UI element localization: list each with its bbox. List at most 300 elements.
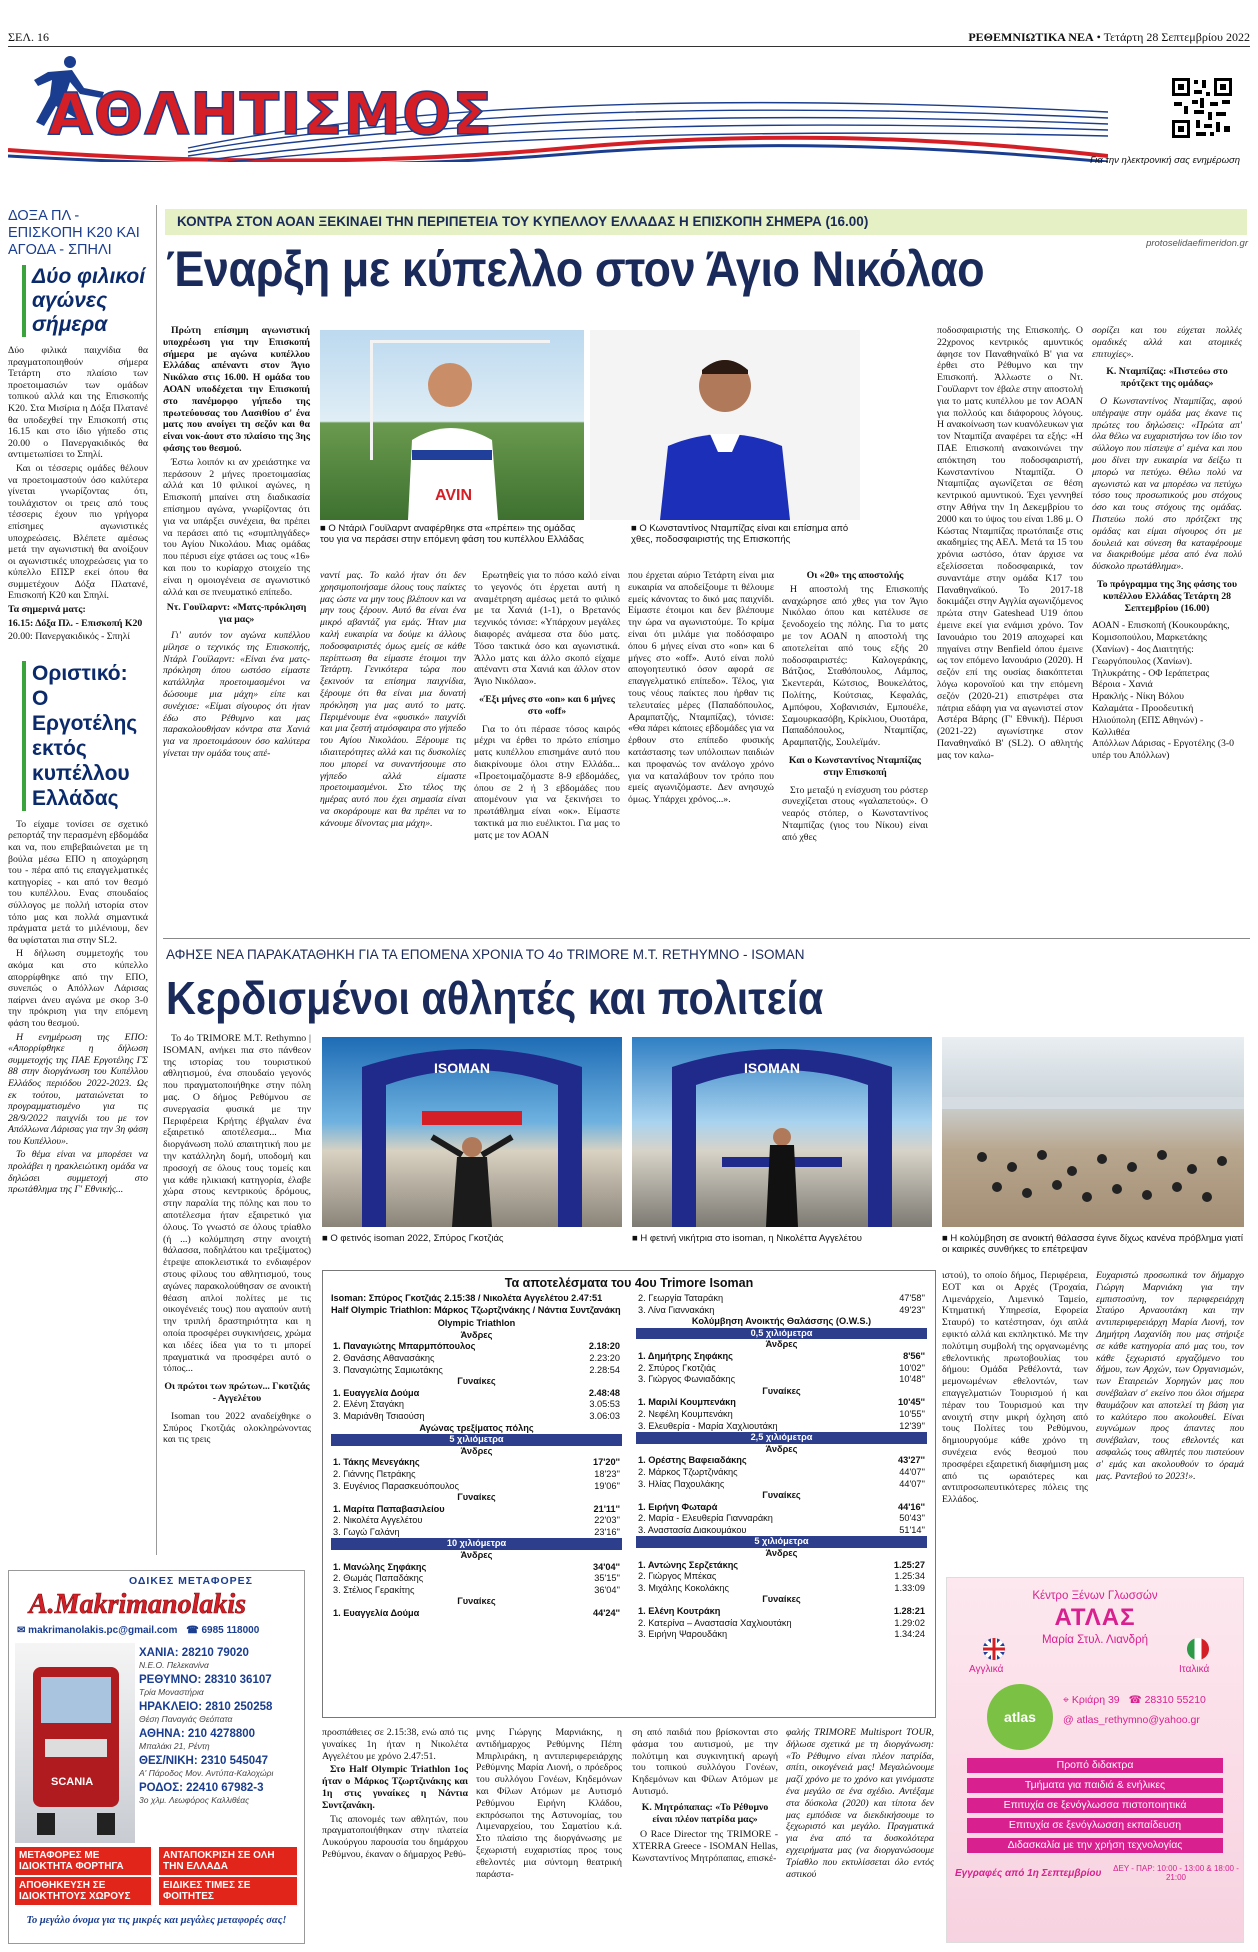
swim-start-photo xyxy=(942,1037,1244,1227)
results-row xyxy=(636,1316,927,1328)
atlas-logo xyxy=(987,1684,1053,1750)
results-time: 1.29:02 xyxy=(894,1617,925,1628)
tri-col6-body: Ευχαριστώ προσωπικά τον δήμαρχο Γιώργη Μαρνιάκη για την εμπιστοσύνη, τον περιφερειάρχη Σταύρο Αρναουτάκη και την αντιπεριφερειάρχη Μαρία Λιονή, τον Δημήτρη Λαχανίδη που μας στήριξε σε κάθε κατηγορία από μας του, τον κάθε ξεχωριστό εργαζόμενο του δήμου, των Αρχών, των Οργανισμών, των Εταιρειών Χορηγών μας που συνέβαλαν σ' εκείνο που όλοι σήμερα θαυμάζουν και αποτελεί τη βάση για το καλύτερο που ακολουθεί. Είναι ευγνώμων προς άπαντες που συνέβαλαν, τους εθελοντές και ασφαλώς τους αθλητές που πιστεύουν σ' εμάς και ακολουθούν το όραμά μας. Ραντεβού το 2023!». xyxy=(1096,1270,1244,1482)
sidebar-title: Δύο φιλικοί αγώνες σήμερα xyxy=(22,265,148,337)
isoman-caption-1-text: Ο φετινός isoman 2022, Σπύρος Γκοτζιάς xyxy=(330,1233,504,1244)
sidebar-schedule-1: 16.15: Δόξα Πλ. - Επισκοπή Κ20 xyxy=(8,617,143,629)
results-time: 49'23'' xyxy=(899,1304,925,1315)
results-row xyxy=(331,1341,622,1353)
results-row xyxy=(331,1330,622,1342)
results-time: 2.23:20 xyxy=(589,1352,620,1363)
results-category: Olympic Triathlon xyxy=(437,1318,516,1329)
tri-col-5 xyxy=(942,1270,1088,1508)
top-sub-3: Οι «20» της αποστολής xyxy=(806,570,904,581)
results-athlete: 3. Ηλίας Παχουλάκης xyxy=(638,1478,725,1489)
results-row xyxy=(636,1502,927,1514)
results-row xyxy=(636,1397,927,1409)
results-category: Άνδρες xyxy=(460,1329,493,1340)
truck-image xyxy=(15,1643,135,1843)
isoman-caption-3 xyxy=(942,1233,1244,1255)
top-col-6 xyxy=(937,325,1083,763)
svg-text:ISOMAN: ISOMAN xyxy=(744,1060,800,1076)
top-col7-body: σορίζει και του εύχεται πολλές ομαδικές αλλά και ατομικές επιτυχίες». xyxy=(1092,325,1242,360)
left-sidebar xyxy=(8,208,148,1198)
sidebar-body-3: Το είχαμε τονίσει σε σχετικό ρεπορτάζ την περασμένη εβδομάδα και να, που επιβεβαιώνεται με τη βούλα μέσω ΕΠΟ η αποχώρηση του - πέρα από τις επαγγελματικές κατηγορίες - και από τον θεσμό του κυπέλλου. Ενας σπουδαίος σύλλογος με πολλή ιστορία στον τόπο μας και πολλά σημαντικά πράγματα μετά το μιλένιουμ, δεν θα υφίσταται πια στην SL2. xyxy=(8,818,148,946)
top-col3-body: Ερωτηθείς για το πόσο καλό είναι το γεγονός ότι έρχεται αυτή η αναμέτρηση αμέσως μετά το φιλικό με τα Χανιά (1-1), ο Βρετανός τεχνικός τόνισε: «Υπάρχουν μεγάλες διαφορές ανάμεσα στα δύο ματς. Τόσο τακτικά όσο και αγωνιστικά. Άλλο ματς και άλλο σκοπό είχαμε απέναντι στα Χανιά και άλλον στον Άγιο Νικόλαο». xyxy=(474,570,620,688)
results-row xyxy=(331,1538,622,1550)
tri-sub-1: Οι πρώτοι των πρώτων... Γκοτζιάς - Αγγελέτου xyxy=(164,1381,310,1404)
isoman-caption-2-text: Η φετινή νικήτρια στο isoman, η Νικολέττα Αγγελέτου xyxy=(640,1233,862,1244)
results-row xyxy=(331,1492,622,1504)
ad2-address xyxy=(1063,1694,1206,1707)
results-time: 44'16'' xyxy=(898,1501,925,1512)
results-row xyxy=(636,1479,927,1491)
ad1-city-phone: ΡΟΔΟΣ: 22410 67982-3 xyxy=(139,1782,264,1794)
results-athlete: 3. Μαριάνθη Τσιαούση xyxy=(333,1410,425,1421)
results-time: 10'45'' xyxy=(898,1397,925,1408)
results-table-left xyxy=(331,1318,622,1619)
uk-flag-icon xyxy=(983,1638,1005,1660)
results-time: 35'15'' xyxy=(594,1573,620,1584)
results-time: 18'23'' xyxy=(594,1468,620,1479)
results-category: Γυναίκες xyxy=(457,1596,496,1607)
tri-col5-body: ιστού), το οποίο δήμος, Περιφέρεια, ΕΟΤ και οι Αρχές (Τροχαία, Λιμενάρχείο, Λιμενικό Ταμείο, Κτηματική Υπηρεσία, Εφορεία Σταυρό) το κατέστησαν, όχι απλά εφικτό αλλά και εκπληκτικό. Με την πολύτιμη συμβολή της οργανωμένης εθελοντικής πρωτοβουλίας του δήμου: Ομάδα Ρεθέλοντά, των μεμονωμένων εθελοντών, των επαγγελματιών Τουρισμού ή και πέραν του Τουρισμού και την ανοιχτή στην μικρή όχληση από τους Πολίτες του Ρεθύμνου, δημιουργούμε κάθε χρόνο τη συνέχεια ενός θεσμού που προσφέρει εξαιρετική διαφήμιση μας από τις ωραιότερες και αντιπροσωπευτικότερες πόλεις της Ελλάδος. xyxy=(942,1270,1089,1506)
results-time: 10'48'' xyxy=(899,1374,925,1385)
results-time: 47'58'' xyxy=(899,1293,925,1303)
top-col6-body: ποδοσφαιριστής της Επισκοπής. Ο 22χρονος κεντρικός αμυντικός άφησε τον Παναθηναϊκό Β' για να έρθει στο Ρέθυμνο και την Επισκοπή. Άλλωστε ο Ντ. Γουϊλαρντ τον έβαλε στην αποστολή για το ματς κυπέλλου με τον ΑΟΑΝ για πολλούς και διάφορους λόγους. Η ανακοίνωση των κυανόλευκων για τον Νταμπίζα αναφέρει τα εξής: «Η ΠΑΕ Επισκοπή ανακοινώνει την απόκτηση του ποδοσφαιριστή, Κωνσταντίνου Νταμπίζα. Ο Νταμπίζας αγωνίζεται σε θέση κεντρικού αμυντικού. Έχει γεννηθεί στην Αθήνα την 1η Δεκεμβρίου το 2000 και το ύψος του είναι 1.86 μ. Ο Κώστας Νταμπίζας πρωτόπαιξε στις ακαδημίες της ΑΕΛ. Μετά τα 15 του χρόνια ωστόσο, όταν άρχισε να εξελίσσεται ποδοσφαιρικά, τον συναντάμε στην ομάδα Κ17 του Παναθηναϊκού. Το 2017-18 δοκιμάζει στην Αγγλία αγωνιζόμενος πρώτα στην Gateshead U19 όπου έμεινε εκεί για ενάμισι χρόνο. Τον Ιανουάριο του 2019 αποχωρεί και πηγαίνει στην Benfield όπου έμεινε ως τον επόμενο Ιανουάριο (2020). Η σεζόν επί της ουσίας διακόπτεται λόγω κορονοϊού και την επόμενη σεζόν (2020-21) επιστρέφει στα πάτρια εδάφη για να αγωνιστεί στον Αστέρα Βάρης (Γ' Εθνική). Πέρυσι (2021-22) αγωνίστηκε στον Παναθηναϊκό Β' (SL2). Ο αθλητής μας τον καλω- xyxy=(937,325,1083,761)
top-col-5 xyxy=(782,570,928,846)
results-athlete: 2. Γεωργία Ταταράκη xyxy=(638,1293,724,1303)
ad1-phone: 6985 118000 xyxy=(201,1625,260,1636)
results-distance: 5 χιλιόμετρα xyxy=(331,1434,622,1446)
ad1-service-1: ΜΕΤΑΦΟΡΕΣ ΜΕ ΙΔΙΟΚΤΗΤΑ ΦΟΡΤΗΓΑ xyxy=(15,1847,151,1875)
results-row xyxy=(636,1513,927,1525)
sidebar-schedule-2: 20.00: Πανεργακιδικός - Σπηλί xyxy=(8,631,130,643)
ad2-en: Αγγλικά xyxy=(969,1664,1004,1675)
results-row xyxy=(331,1562,622,1574)
results-athlete: 2. Μαρία - Ελευθερία Γιανναράκη xyxy=(638,1513,773,1524)
results-title: Τα αποτελέσματα του 4ου Trimore Isoman xyxy=(504,1276,754,1290)
results-row xyxy=(636,1455,927,1467)
top-kicker xyxy=(165,209,1247,235)
ad1-service-3: ΑΠΟΘΗΚΕΥΣΗ ΣΕ ΙΔΙΟΚΤΗΤΟΥΣ ΧΩΡΟΥΣ xyxy=(15,1877,151,1905)
results-row xyxy=(636,1351,927,1363)
ad1-city xyxy=(139,1647,301,1670)
section-rule xyxy=(163,938,1250,939)
results-row xyxy=(331,1481,622,1493)
results-time: 2.28:54 xyxy=(589,1364,620,1375)
results-athlete: 2. Θωμάς Παπαδάκης xyxy=(333,1573,424,1584)
issue-date: • Τετάρτη 28 Σεπτεμβρίου 2022 xyxy=(1093,30,1250,44)
program-item: Ηλιούπολη (ΕΠΣ Αθηνών) - Καλλιθέα xyxy=(1092,714,1204,738)
ad-atlas[interactable] xyxy=(946,1577,1244,1943)
results-row xyxy=(331,1504,622,1516)
ad1-city xyxy=(139,1674,301,1697)
results-row xyxy=(331,1457,622,1469)
caption-bullet-icon: ■ xyxy=(322,1233,331,1244)
top-col-4 xyxy=(628,570,774,808)
ad1-top: ΟΔΙΚΕΣ ΜΕΤΑΦΟΡΕΣ xyxy=(129,1575,253,1587)
results-row xyxy=(636,1548,927,1560)
ad2-line1: Κέντρο Ξένων Γλωσσών xyxy=(1032,1590,1158,1602)
tri-b3-body: ση από παιδιά που βρίσκονται στο φάσμα του αυτισμού, με την πολύτιμη και συγκινητική αρωγή του τοπικού συλλόγου Γονέων, Κηδεμόνων και Φίλων Ατόμων με Αυτισμό. xyxy=(632,1727,778,1797)
ad1-city-phone: ΑΘΗΝΑ: 210 4278800 xyxy=(139,1728,256,1740)
results-athlete: 3. Αναστασία Διακουμάκου xyxy=(638,1524,747,1535)
header-rule xyxy=(8,46,1250,47)
top-col4-body: που έρχεται αύριο Τετάρτη είναι μια ευκαιρία να αποδείξουμε τι θέλουμε εμείς κάνοντας το δικό μας παιχνίδι. Είμαστε έτοιμοι και δεν βλέπουμε την ώρα να αγωνιστούμε. Το κρίμα είναι ότι μιλάμε για ποδόσφαιρο όπου 6 μήνες είναι στο «on» και 6 μήνες στο «off». Αυτό είναι πολύ απογοητευτικό όσον αφορά σε επαγγελματικό επίπεδο». Τέλος, για τους νέους παίκτες που ήρθαν τις τελευταίες μέρες (Παπαδόπουλος, Αραμπατζής, Νταμπίζας), τόνισε: «Θα πάρει κάποιες εβδομάδες για να έρθουν στο επίπεδο φυσικής κατάστασης των υπόλοιπων παιδιών και προφανώς τον ανάλογο χρόνο για να καταλάβουν τον τρόπο που εμείς αγωνιζόμαστε. Δεν ανησυχώ όμως. Υπάρχει χρόνος...». xyxy=(628,570,774,806)
ad1-city-phone: ΗΡΑΚΛΕΙΟ: 2810 250258 xyxy=(139,1701,273,1713)
results-athlete: 2. Μάρκος Τζωρτζινάκης xyxy=(638,1466,738,1477)
section-title: ΑΘΛΗΤΙΣΜΟΣ xyxy=(48,80,494,148)
results-athlete: 1. Ειρήνη Φωταρά xyxy=(638,1501,718,1512)
program-item: Βέροια - Χανιά xyxy=(1092,679,1153,691)
results-row xyxy=(331,1515,622,1527)
sidebar-body: Δύο φιλικά παιχνίδια θα πραγματοποιηθούν σήμερα Τετάρτη στο πλαίσιο των προετοιμασιών των ομάδων τοπικού αλλά και της Επισκοπής Κ20. Στα Μισίρια η Δόξα Πλατανέ θα υποδεχθεί την Επισκοπή στις 16.15 και στο ίδιο γήπεδο στις 20.00 ο Πανεργακιδικός θα αντιμετωπίσει το Σπηλί. xyxy=(8,345,148,461)
results-row xyxy=(331,1399,622,1411)
results-row xyxy=(331,1527,622,1539)
qr-caption: Για την ηλεκτρονική σας ενημέρωση xyxy=(1090,155,1240,166)
top-col-2 xyxy=(320,570,466,832)
results-time: 36'04'' xyxy=(594,1584,620,1595)
sidebar-schedule-label: Τα σημερινά ματς: xyxy=(8,604,86,616)
page-number: ΣΕΛ. 16 xyxy=(8,30,50,44)
top-kicker-text: ΚΟΝΤΡΑ ΣΤΟΝ ΑΟΑΝ ΞΕΚΙΝΑΕΙ ΤΗΝ ΠΕΡΙΠΕΤΕΙΑ ΤΟΥ ΚΥΠΕΛΛΟΥ ΕΛΛΑΔΑΣ Η ΕΠΙΣΚΟΠΗ ΣΗΜΕΡΑ (16.00) xyxy=(177,214,869,229)
ad1-city-address: Θέση Παναγιάς Θεόπατα xyxy=(139,1714,233,1724)
results-box xyxy=(322,1270,936,1718)
ad1-city-address: Μπαλάκι 21, Ρέντη xyxy=(139,1741,210,1751)
results-row xyxy=(331,1376,622,1388)
tri-col-b3 xyxy=(632,1727,778,1867)
qr-code[interactable] xyxy=(1170,76,1234,140)
results-time: 1.28:21 xyxy=(893,1606,925,1617)
results-athlete: 1. Αντώνης Σερζετάκης xyxy=(638,1559,739,1570)
program-item: Καλαμάτα - Προοδευτική xyxy=(1092,702,1194,714)
results-athlete: 3. Λίνα Γιαννακάκη xyxy=(638,1304,715,1315)
isoman-caption-2 xyxy=(632,1233,932,1244)
top-col5-body: Η αποστολή της Επισκοπής αναχώρησε από χθες για τον Άγιο Νικόλαο όπου και κατέλυσε σε ξενοδοχείο της πόλης. Για το ματς με τον ΑΟΑΝ η αποστολή της αποτελείται από τους εξής 20 ποδοσφαιριστές: Καλογεράκης, Βάτζιος, Σταθόπουλος, Λάμπος, Σκεντεράι, Κώτσιος, Βουκελάτος, Πολίτης, Κούτσιας, Κεφαλάς, Αμπόφου, Χοβανισιάν, Εμπουέλε, Σαμουρκασόβη, Κρίκλιου, Ουοτάρα, Παπαδόπουλος, Νταμπίζας, Αραμπατζής, Σουλεϊμάν. xyxy=(782,583,928,749)
ad2-btn-4: Επιτυχία σε ξενόγλωσση εκπαίδευση xyxy=(967,1818,1223,1833)
results-category: Γυναίκες xyxy=(457,1376,496,1387)
results-row xyxy=(636,1594,927,1606)
results-row xyxy=(636,1328,927,1340)
source-credit: protoselidaefimeridon.gr xyxy=(1146,238,1248,249)
results-row xyxy=(331,1318,622,1330)
results-row xyxy=(636,1560,927,1572)
ad1-city xyxy=(139,1728,301,1751)
results-distance: 5 χιλιόμετρα xyxy=(636,1536,927,1548)
crowd-graphic xyxy=(942,1037,1244,1227)
tri-kicker: ΑΦΗΣΕ ΝΕΑ ΠΑΡΑΚΑΤΑΘΗΚΗ ΓΙΑ ΤΑ ΕΠΟΜΕΝΑ ΧΡΟΝΙΑ ΤΟ 4ο TRIMORE M.T. RETHYMNO - ISOMAN xyxy=(166,947,805,962)
at-icon: @ xyxy=(1063,1714,1077,1726)
tri-b2-body: μνης Γιώργης Μαρνιάκης, η αντιδήμαρχος Ρεθύμνης Πέπη Μπιρλιράκη, η αντιπεριφερειάρχης Ρεθύμνης Μαρία Λιονή, ο πρόεδρος του συλλόγου Γονέων, Κηδεμόνων και Φίλων Ατόμων με Αυτισμό Ρεθύμνου Ειρήνη Κλάδου, εκπρόσωποι της Αστυνομίας, του Λιμεναρχείου, του Σαματίου κ.ά. Στο πλαίσιο της διοργάνωσης με ξεχωριστή ευχαριστίας προς τους εθελοντές μια σύντομη θεατρική παράστα- xyxy=(476,1727,622,1880)
caption-bullet-icon: ■ xyxy=(632,1233,641,1244)
results-row xyxy=(331,1423,622,1435)
ad2-email: atlas_rethymno@yahoo.gr xyxy=(1076,1714,1200,1726)
isoman-caption-3-text: Η κολύμβηση σε ανοικτή θάλασσα έγινε δίχως κανένα πρόβλημα γιατί οι καιρικές συνθήκες το επέτρεψαν xyxy=(942,1233,1243,1255)
results-time: 51'14'' xyxy=(899,1524,925,1535)
tri-col1-body: Το 4ο TRIMORE M.T. Rethymno | ISOMAN, ανήκει πια στο πάνθεον της ιστορίας του τουριστικού αθλητισμού, ένα σπουδαίο γεγονός που πραγματοποιήθηκε στην πόλη μας. Ο δήμος Ρεθύμνου σε συνεργασία φυσικά με την Περιφέρεια Κρήτης έβγαλαν ένα εξαιρετικό αποτέλεσμα... Μια διοργάνωση πολύ απαιτητική που με την κατάλληλη δομή, υποδομή και προσοχή σε όλους τους τομείς και για κάθε ηλικιακή κατηγορία, έλαβε χώρα στους κεντρικούς δρόμους, στην παραλία της πόλης και που το αποτέλεσμα ήταν εξαιρετικό για όλους. Το γνωστό σε όλους τρίαθλο (ή ...) κολύμπηση στην ανοιχτή θάλασσα, ποδηλάτου και τρεξίματος) έτρεψε αποκλειστικά το ενδιαφέρον στους φίλους του αθλητισμού, τους αγώνες παρακολούθησαν σε ανοικτή θέαση απλοί πολίτες με τις οικογένειές τους) που αγαπούν αυτή την τριπλή δραστηριότητα και η οποία προσφέρει συγκινήσεις, χρώμα και ιδέες ίδεα για το τι μπορεί πραγματικά να προσφέρει αυτό ο τόπος... xyxy=(163,1033,311,1375)
results-row xyxy=(636,1536,927,1548)
top-col2-body: ναντί μας. Το καλό ήταν ότι δεν χρησιμοποιήσαμε όλους τους παίκτες μας ώστε να μην τους βλέπουν και να μην τους ξέρουν. Αυτό θα είναι ένα μικρό αβαντάζ για εμάς. Ήταν μια καλή ευκαιρία να δούμε κι άλλους ποδοσφαιριστές όμως εμείς σε κάθε περίπτωση θα είμαστε έτοιμοι την Τετάρτη. Γενικότερα τώρα που ξεκινούν τα επίσημα παιχνίδια, ξέρουμε ότι θα είναι μια δυνατή πρόκληση για μας αυτό το ματς. Περιμένουμε ένα «φυσικό» παιχνίδι και μια ζεστή ατμόσφαιρα στο γήπεδο του Αγίου Νικολάου. Ξέρουμε τις ιδιαιτερότητες αλλά και τις δυσκολίες που μπορεί να συναντήσουμε στο γήπεδο αλλά είμαστε προετοιμασμένοι. Στο τέλος της ημέρας αυτό που έχει σημασία είναι να σκοράρουμε και θα πρέπει να το κάνουμε δίνοντας μια μάχη». xyxy=(320,570,466,829)
results-time: 12'39'' xyxy=(899,1420,925,1431)
ad1-contact xyxy=(17,1625,297,1636)
isoman-finish-photo xyxy=(322,1037,622,1227)
results-row xyxy=(636,1444,927,1456)
results-athlete: 3. Ειρήνη Ψαρουδάκη xyxy=(638,1629,728,1640)
top-col-1 xyxy=(163,325,310,762)
ad2-btn-5: Διδασκαλία με την χρήση τεχνολογίας xyxy=(967,1838,1223,1853)
results-intro-1: Isoman: Σπύρος Γκοτζιάς 2.15:38 / Νικολέτα Αγγελέτου 2.47:51 xyxy=(331,1293,603,1303)
email-icon: ✉ xyxy=(17,1625,29,1636)
results-athlete: 1. Ελένη Κουτράκη xyxy=(638,1606,721,1617)
sidebar-body-2: Και οι τέσσερις ομάδες θέλουν να προετοιμαστούν όσο καλύτερα γίνεται γνωρίζοντας ότι, τουλάχιστον οι τρεις από τους τέσσερις έχουν πιο γρήγορα επίσημες αγωνιστικές υποχρεώσεις. Βλέπετε αμέσως μετά την αγωνιστική θα ανοίξουν οι αγωνιστικές υποχρεώσεις για το κύπελλο ΕΠΣΡ εκεί όπου θα συμμετέχουν Δόξα Πλατανέ, Επισκοπή Κ20 και Σπηλί. xyxy=(8,462,148,602)
results-athlete: 3. Μιχάλης Κοκολάκης xyxy=(638,1582,729,1593)
ad2-it: Ιταλικά xyxy=(1179,1664,1210,1675)
tri-headline: Κερδισμένοι αθλητές και πολιτεία xyxy=(166,972,824,1024)
results-time: 23'16'' xyxy=(594,1526,620,1537)
svg-text:SCANIA: SCANIA xyxy=(51,1776,94,1788)
results-time: 2.18:20 xyxy=(588,1341,620,1352)
results-table-right xyxy=(636,1293,927,1641)
results-row xyxy=(331,1388,622,1400)
results-row xyxy=(636,1386,927,1398)
tri-col-6 xyxy=(1096,1270,1244,1484)
results-athlete: 1. Ευαγγελία Δούμα xyxy=(333,1608,420,1619)
results-time: 10'55'' xyxy=(899,1408,925,1419)
results-category: Γυναίκες xyxy=(457,1492,496,1503)
results-athlete: 3. Ευγένιος Παρασκευόπουλος xyxy=(333,1480,459,1491)
ad1-service-2: ΑΝΤΑΠΟΚΡΙΣΗ ΣΕ ΟΛΗ ΤΗΝ ΕΛΛΑΔΑ xyxy=(159,1847,297,1875)
results-distance: 10 χιλιόμετρα xyxy=(331,1538,622,1550)
ad2-hours: ΔΕΥ - ΠΑΡ: 10:00 - 13:00 & 18:00 - 21:00 xyxy=(1113,1864,1239,1882)
results-row xyxy=(636,1583,927,1595)
player-caption xyxy=(631,523,853,545)
results-row xyxy=(636,1363,927,1375)
ad1-service-4: ΕΙΔΙΚΕΣ ΤΙΜΕΣ ΣΕ ΦΟΙΤΗΤΕΣ xyxy=(159,1877,297,1905)
top-sub-1: Ντ. Γουϊλαρντ: «Ματς-πρόκληση για μας» xyxy=(166,602,307,626)
results-category: Άνδρες xyxy=(765,1548,798,1559)
coach-photo xyxy=(320,330,584,520)
results-distance: 2,5 χιλιόμετρα xyxy=(636,1432,927,1444)
program-item: ΑΟΑΝ - Επισκοπή (Κουκουράκης, Κομισοπούλου, Μαρκετάκης (Χανίων) - 4ος Διαιτητής: Γεωργόπουλος (Χανίων). xyxy=(1092,620,1230,667)
sidebar-body-6: Το θέμα είναι να μπορέσει να προλάβει η ηρακλειώτικη ομάδα να δηλώσει συμμετοχή στο πρωτάθλημα της Γ' Εθνικής... xyxy=(8,1149,148,1196)
player-caption-text: Ο Κωνσταντίνος Νταμπίζας είναι και επίσημα από χθες, ποδοσφαιριστής της Επισκοπής xyxy=(631,523,849,545)
ad1-city-address: Α' Πάροδος Μον. Αντύπα-Καλοχώρι xyxy=(139,1768,274,1778)
results-row xyxy=(331,1434,622,1446)
results-row xyxy=(636,1409,927,1421)
sidebar-body-4: Η δήλωση συμμετοχής του ακόμα και στο κύπελλο απορρίφθηκε από την ΕΠΟ, συνεπώς ο Απόλλων Λάρισας παίρνει άνευ αγώνα με σκορ 3-0 την πρόκριση για την επόμενη φάση του θεσμού. xyxy=(8,948,148,1029)
sidebar-title-2: Οριστικό: Ο Εργοτέλης εκτός κυπέλλου Ελλάδας xyxy=(22,661,148,811)
tri-col-b4 xyxy=(786,1727,934,1882)
caption-bullet-icon: ■ xyxy=(631,523,640,534)
results-athlete: 2. Θανάσης Αθανασάκης xyxy=(333,1352,435,1363)
ad2-addr: Κριάρη 39 xyxy=(1071,1694,1120,1706)
ad1-city-phone: ΧΑΝΙΑ: 28210 79020 xyxy=(139,1647,249,1659)
sidebar-kicker: ΔΟΞΑ ΠΛ - ΕΠΙΣΚΟΠΗ Κ20 ΚΑΙ ΑΓΟΔΑ - ΣΠΗΛΙ xyxy=(8,208,140,258)
results-time: 44'07'' xyxy=(899,1466,925,1477)
results-time: 21'11'' xyxy=(593,1503,620,1514)
player-figure xyxy=(590,330,860,520)
tri-b1-sub: Στο Half Olympic Triathlon 1ος ήταν ο Μάρκος Τζωρτζινάκης και 1η στις γυναίκες η Νάντια Συντζανάκη. xyxy=(322,1764,468,1811)
finish-arch-graphic xyxy=(322,1037,622,1227)
results-athlete: 2. Κατερίνα – Αναστασία Χαχλιουτάκη xyxy=(638,1617,792,1628)
tri-b4-body: φαλής TRIMORE Multisport TOUR, δήλωσε σχετικά με τη διοργάνωση: «Το Ρέθυμνο είναι πλέον πατρίδα, σπίτι, οικογένειά μας! Μεγαλώνουμε μαζί χρόνο με το χρόνο και γινόμαστε ένα μεγάλο σε ένα σχέδιο. Αντέξαμε στα δύσκολα (2020) και τίποτα δεν μας εμπόδισε να διεκδικήσουμε το ξεχωριστό και μεγάλο. Πραγματικά για ένα από τα δυσκολότερα εγχειρήματα μας (να διοργανώσουμε Τρίαθλο που εκτυλίσσεται όλο εντός αστικού xyxy=(786,1727,934,1880)
phone-icon: ☎ xyxy=(1128,1694,1145,1706)
program-list xyxy=(1092,620,1242,762)
tri-b1-body: προσπάθειες σε 2.15:38, ενώ από τις γυναίκες 1η ήταν η Νικολέτα Αγγελέτου με χρόνο 2.47:51. xyxy=(322,1727,468,1762)
ad1-city-address: Τρία Μοναστήρια xyxy=(139,1687,204,1697)
results-category: Άνδρες xyxy=(460,1550,493,1561)
tri-col-b2 xyxy=(476,1727,622,1882)
ad1-city xyxy=(139,1755,301,1778)
top-col-7 xyxy=(1092,325,1242,762)
ad2-reg: Εγγραφές από 1η Σεπτεμβρίου xyxy=(955,1868,1102,1879)
results-time: 44'07'' xyxy=(899,1478,925,1489)
results-athlete: 3. Γωγώ Γαλάνη xyxy=(333,1526,400,1537)
coach-figure xyxy=(320,330,584,520)
results-row xyxy=(331,1596,622,1608)
results-time: 3.05:53 xyxy=(589,1399,620,1410)
finish-arch-graphic-2 xyxy=(632,1037,932,1227)
results-row xyxy=(636,1293,927,1305)
results-time: 17'20'' xyxy=(593,1457,620,1468)
results-time: 2.48:48 xyxy=(588,1387,620,1398)
results-athlete: 1. Ορέστης Βαφειαδάκης xyxy=(638,1455,747,1466)
ad1-city-address: Ν.Ε.Ο. Πελεκανίνα xyxy=(139,1660,209,1670)
tri-col-b1 xyxy=(322,1727,468,1863)
top-lead: Πρώτη επίσημη αγωνιστική υποχρέωση για την Επισκοπή σήμερα με αγώνα κυπέλλου Ελλάδας απέναντι στον Άγιο Νικόλαο στις 16.00. Η ομάδα του ΑΟΑΝ υποδέχεται την Επισκοπή στο πανέμορφο γήπεδο της πρωτεύουσας του Λασιθίου σ' ένα ματς που ανοίγει τη σεζόν και θα είναι νοκ-άουτ στο πλαίσιο της 3ης φάσης του θεσμού. xyxy=(163,325,310,454)
program-item: Απόλλων Λάρισας - Εργοτέλης (3-0 υπέρ του Απόλλων) xyxy=(1092,738,1235,762)
tri-b1-body-c: Τις απονομές των αθλητών, που πραγματοποιήθηκαν στην πλατεία Λυκούργου παρουσία του δημάρχου Ρεθύμνου, έκαναν ο δήμαρχος Ρεθύ- xyxy=(322,1813,468,1860)
results-athlete: 3. Ελευθερία - Μαρία Χαχλιουτάκη xyxy=(638,1420,778,1431)
results-athlete: 1. Τάκης Μενεγάκης xyxy=(333,1457,420,1468)
tri-sub-3: Κ. Μητρόπαπας: «Το Ρέθυμνο είναι πλέον πατρίδα μας» xyxy=(641,1801,769,1825)
results-row xyxy=(331,1446,622,1458)
results-row xyxy=(636,1432,927,1444)
results-category: Κολύμβηση Ανοικτής Θαλάσσης (O.W.S.) xyxy=(691,1316,872,1327)
results-time: 50'43'' xyxy=(899,1513,925,1524)
coach-caption-text: Ο Ντάριλ Γουϊλαρντ αναφέρθηκε στα «πρέπει» της ομάδας του για να περάσει στην επόμενη φάση του κυπέλλου Ελλάδας xyxy=(320,523,584,545)
results-athlete: 1. Μαρίτα Παπαβασιλείου xyxy=(333,1503,445,1514)
ad1-cities xyxy=(139,1647,301,1809)
top-col1-body-b: Γι' αυτόν τον αγώνα κυπέλλου μίλησε ο τεχνικός της Επισκοπής, Ντάρλ Γουϊλαρντ: «Είναι ένα ματς-πρόκληση όπου ωστόσο είμαστε κατάλληλα προετοιμασμένοι να δώσουμε μια μάχη» είπε και συνέχισε: «Είμαι σίγουρος ότι ήταν έδω στο Ρέθυμνο και μας παρακολουθήσαν κόντρα στα Χανιά για να προετοιμάσουν όσο καλύτερα γίνεται την ομάδα τους απέ- xyxy=(163,629,310,759)
results-row xyxy=(331,1608,622,1620)
results-time: 22'03'' xyxy=(594,1515,620,1526)
top-col7-body-b: Ο Κωνσταντίνος Νταμπίζας, αφού υπέγραψε στην ομάδα μας έκανε τις πρώτες του δηλώσεις: «Πρώτα απ' όλα θέλω να ευχαριστήσω τον ίδιο τον σύλλογο που πίστεψε σ' εμένα και που μου δίνει την ευκαιρία να δείξω τι μπορώ να πετύχω. Θέλω πολύ να αγωνιστώ και να μπορέσω να πετύχω τόσο τους προσωπικούς μου στόχους όσο και τους στόχους της ομάδας. Πιστεύω πολύ στο πρότζεκτ της ομάδας και είμαι σίγουρος ότι με δουλειά και σύνεση θα καταφέρουμε να διακριθούμε μέσα από ένα πολύ δύσκολο πρωτάθλημα». xyxy=(1092,395,1242,573)
results-time: 1.25:34 xyxy=(894,1571,925,1582)
ad1-city xyxy=(139,1701,301,1724)
italy-flag-icon xyxy=(1187,1638,1209,1660)
results-time: 3.06:03 xyxy=(589,1410,620,1421)
results-category: Γυναίκες xyxy=(762,1490,801,1501)
ad1-email: makrimanolakis.pc@gmail.com xyxy=(28,1625,178,1636)
results-distance: 0,5 χιλιόμετρα xyxy=(636,1328,927,1340)
results-row xyxy=(636,1305,927,1317)
results-row xyxy=(636,1571,927,1583)
top-headline: Έναρξη με κύπελλο στον Άγιο Νικόλαο xyxy=(166,241,985,297)
results-athlete: 3. Παναγιώτης Σαμιωτάκης xyxy=(333,1364,443,1375)
results-time: 8'56'' xyxy=(903,1350,925,1361)
svg-text:AVIN: AVIN xyxy=(435,487,473,504)
results-category: Γυναίκες xyxy=(762,1385,801,1396)
ad-makrimanolakis[interactable] xyxy=(8,1570,305,1944)
results-athlete: 2. Νεφέλη Κουμπενάκη xyxy=(638,1408,733,1419)
ad2-email-line xyxy=(1063,1714,1200,1726)
player-photo xyxy=(590,330,860,520)
results-row xyxy=(636,1606,927,1618)
results-athlete: 2. Νικολέτα Αγγελέτου xyxy=(333,1515,423,1526)
ad2-name: ΑΤΛΑΣ xyxy=(1054,1604,1136,1631)
results-row xyxy=(331,1585,622,1597)
top-col-3 xyxy=(474,570,620,844)
results-athlete: 1. Παναγιώτης Μπαρμπόπουλος xyxy=(333,1341,476,1352)
truck-icon xyxy=(15,1643,135,1843)
results-row xyxy=(331,1365,622,1377)
top-sub-2: «Έξι μήνες στο «on» και 6 μήνες στο «off» xyxy=(479,693,615,717)
results-row xyxy=(636,1629,927,1641)
results-athlete: 1. Μανώλης Σηφάκης xyxy=(333,1561,427,1572)
ad1-city xyxy=(139,1782,301,1805)
phone-icon: ☎ xyxy=(186,1625,202,1636)
coach-caption xyxy=(320,523,585,545)
ad2-phone: 28310 55210 xyxy=(1144,1694,1206,1706)
results-row xyxy=(636,1618,927,1630)
results-row xyxy=(636,1525,927,1537)
ad1-city-phone: ΘΕΣ/ΝΙΚΗ: 2310 545047 xyxy=(139,1755,268,1767)
results-row xyxy=(331,1550,622,1562)
top-sub-4: Και ο Κωνσταντίνος Νταμπίζας στην Επισκοπή xyxy=(788,754,922,778)
results-time: 1.25:27 xyxy=(893,1559,925,1570)
results-time: 44'24'' xyxy=(593,1608,620,1619)
ad2-btn-2: Τμήματα για παιδιά & ενήλικες xyxy=(967,1778,1223,1793)
masthead-date xyxy=(968,30,1250,45)
results-category: Άνδρες xyxy=(765,1339,798,1350)
results-category: Άνδρες xyxy=(765,1443,798,1454)
results-athlete: 2. Γιώργος Μπέκας xyxy=(638,1571,717,1582)
ad2-btn-3: Επιτυχία σε ξενόγλωσσα πιστοποιητικά xyxy=(967,1798,1223,1813)
results-athlete: 3. Γιώργος Φωνιαδάκης xyxy=(638,1374,736,1385)
sidebar-divider xyxy=(156,205,157,1555)
results-row xyxy=(636,1339,927,1351)
caption-bullet-icon: ■ xyxy=(320,523,329,534)
results-time: 34'04'' xyxy=(593,1561,620,1572)
atlas-logo-text: atlas xyxy=(1004,1709,1036,1725)
results-category: Γυναίκες xyxy=(762,1594,801,1605)
results-row xyxy=(636,1421,927,1433)
section-banner xyxy=(8,52,1108,162)
tri-col-1 xyxy=(163,1033,311,1448)
paper-name: ΡΕΘΕΜΝΙΩΤΙΚΑ ΝΕΑ xyxy=(968,30,1094,44)
top-sub-5: Κ. Νταμπίζας: «Πιστεύω στο πρότζεκτ της ομάδας» xyxy=(1106,366,1228,390)
ad1-city-address: 3ο χλμ. Λεωφόρος Καλλιθέας xyxy=(139,1795,250,1805)
results-athlete: 2. Γιάννης Πετράκης xyxy=(333,1468,416,1479)
results-athlete: 3. Στέλιος Γερακίτης xyxy=(333,1584,415,1595)
results-row xyxy=(636,1374,927,1386)
results-intro-2: Half Olympic Triathlon: Μάρκος Τζωρτζινάκης / Νάντια Συντζανάκη xyxy=(331,1304,621,1315)
top-col1-body: Έστω λοιπόν κι αν χρειάστηκε να περάσουν 2 μήνες προετοιμασίας αλλά και 10 φιλικοί αγώνες, η Επισκοπή μπαίνει στη διαδικασία επίσημου αγώνα, γνωρίζοντας ότι για να υπάρξει συνέχεια, θα πρέπει να περάσει από τις «συμπληγάδες» του Αγίου Νικολάου. Μιας ομάδας που πέρυσι είχε φτάσει ως τους «16» και που το κυρίαρχο στοιχείο της είναι η ομοιογένεια σε αγωνιστικό αλλά και σε πνευματικό επίπεδο. xyxy=(163,456,310,598)
results-category: Αγώνας τρεξίματος πόλης xyxy=(419,1422,534,1433)
program-item: Τηλυκράτης - ΟΦ Ιεράπετρας xyxy=(1092,667,1210,679)
results-row xyxy=(636,1467,927,1479)
results-row xyxy=(331,1353,622,1365)
sidebar-body-5: Η ενημέρωση της ΕΠΟ: «Απορρίφθηκε η δήλωση συμμετοχής της ΠΑΕ Εργοτέλης ΓΣ 88 στην διοργάνωση του Κυπέλλου Ελλάδος περιόδου 2022-2023. Ως εκ τούτου, ματαιώνεται το προγραμματισμένο για τις 28/9/2022 παιχνίδι του με τον Απόλλωνα Λάρισας για την 3η φάση του Κυπέλλου». xyxy=(8,1031,148,1147)
ad1-slogan: Το μεγάλο όνομα για τις μικρές και μεγάλες μεταφορές σας! xyxy=(26,1915,287,1926)
results-row xyxy=(636,1490,927,1502)
caption-bullet-icon: ■ xyxy=(942,1233,951,1244)
results-athlete: 1. Δημήτρης Σηφάκης xyxy=(638,1350,733,1361)
tri-b3-body-b: O Race Director της TRIMORE - XTERRA Greece - ISOMAN Hellas, Κωνσταντίνος Μητρόπαπας, επισκέ- xyxy=(632,1829,778,1864)
qr-code-icon xyxy=(1170,76,1234,140)
